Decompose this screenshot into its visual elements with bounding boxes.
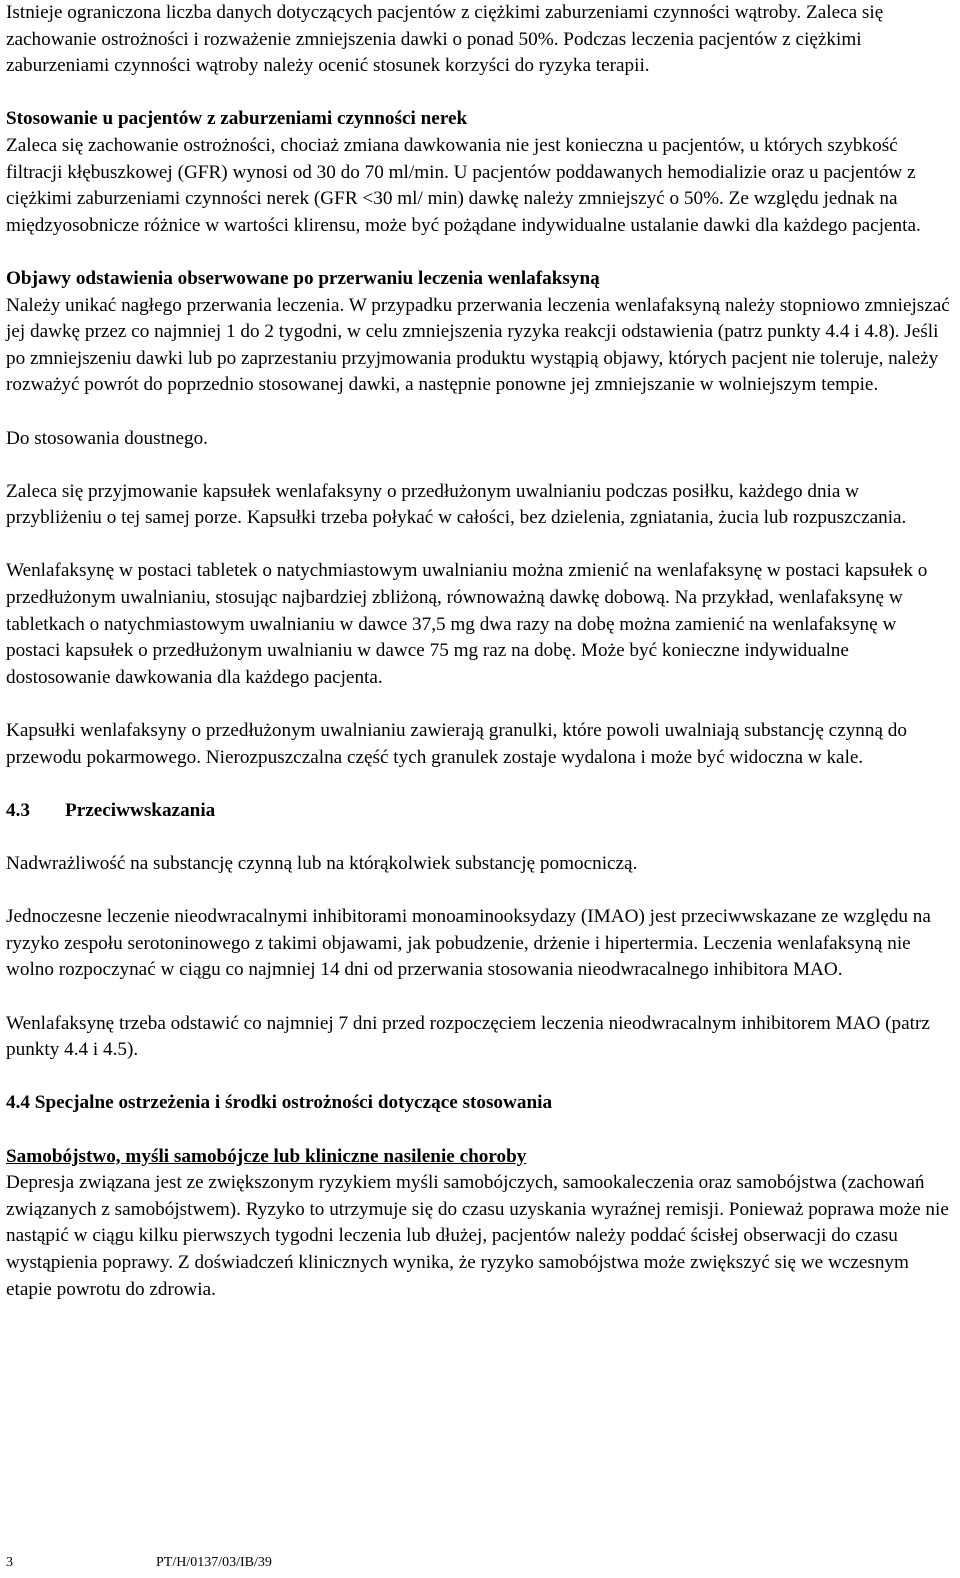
section-withdrawal-symptoms xyxy=(6,266,954,399)
section-renal-impairment xyxy=(6,106,954,239)
page-number: 3 xyxy=(6,1555,13,1570)
paragraph-switching-formulation: Wenlafaksynę w postaci tabletek o natychmiastowym uwalnianiu można zmienić na wenlafaksynę w postaci kapsułek o przedłużonym uwalnianiu, stosując najbardziej zbliżoną, równoważną dawkę dobową. Na przykład, wenlafaksynę w tabletkach o natychmiastowym uwalnianiu w dawce 37,5 mg dwa razy na dobę można zamienić na wenlafaksynę w postaci kapsułek o przedłużonym uwalnianiu w dawce 75 mg raz na dobę. Może być konieczne indywidualne dostosowanie dawkowania dla każdego pacjenta. xyxy=(6,560,928,688)
paragraph-liver-impairment: Istnieje ograniczona liczba danych dotyczących pacjentów z ciężkimi zaburzeniami czynności wątroby. Zaleca się zachowanie ostrożności i rozważenie zmniejszenia dawki o ponad 50%. Podczas leczenia pacjentów z ciężkimi zaburzeniami czynności wątroby należy ocenić stosunek korzyści do ryzyka terapii. xyxy=(6,2,884,77)
paragraph-suicidality: Depresja związana jest ze zwiększonym ryzykiem myśli samobójczych, samookaleczenia oraz samobójstwa (zachowań związanych z samobójstwem). Ryzyko to utrzymuje się do czasu uzyskania wyraźnej remisji. Ponieważ poprawa może nie nastąpić w ciągu kilku pierwszych tygodni leczenia lub dłużej, pacjentów należy poddać ścisłej obserwacji do czasu wystąpienia poprawy. Z doświadczeń klinicznych wynika, że ryzyko samobójstwa może zwiększyć się we wczesnym etapie powrotu do zdrowia. xyxy=(6,1172,949,1300)
paragraph-intake-with-meal: Zaleca się przyjmowanie kapsułek wenlafaksyny o przedłużonym uwalnianiu podczas posiłku, każdego dnia w przybliżeniu o tej samej porze. Kapsułki trzeba połykać w całości, bez dzielenia, zgniatania, żucia lub rozpuszczania. xyxy=(6,480,907,529)
document-id: PT/H/0137/03/IB/39 xyxy=(156,1555,272,1570)
subheading-suicidality: Samobójstwo, myśli samobójcze lub kliniczne nasilenie choroby xyxy=(6,1145,527,1167)
paragraph-granules: Kapsułki wenlafaksyny o przedłużonym uwalnianiu zawierają granulki, które powoli uwalniają substancję czynną do przewodu pokarmowego. Nierozpuszczalna część tych granulek zostaje wydalona i może być widoczna w kale. xyxy=(6,720,907,768)
paragraph-maoi-discontinuation: Wenlafaksynę trzeba odstawić co najmniej 7 dni przed rozpoczęciem leczenia nieodwracalnym inhibitorem MAO (patrz punkty 4.4 i 4.5). xyxy=(6,1012,930,1061)
paragraph-maoi-contraindication: Jednoczesne leczenie nieodwracalnymi inhibitorami monoaminooksydazy (IMAO) jest przeciwwskazane ze względu na ryzyko zespołu serotoninowego z takimi objawami, jak pobudzenie, drżenie i hipertermia. Leczenia wenlafaksyną nie wolno rozpoczynać w ciągu co najmniej 14 dni od przerwania stosowania nieodwracalnego inhibitora MAO. xyxy=(6,906,931,981)
section-number: 4.4 xyxy=(6,1092,30,1114)
page-footer xyxy=(0,1551,960,1578)
subheading-renal-impairment: Stosowanie u pacjentów z zaburzeniami czynności nerek xyxy=(6,108,468,130)
paragraph-oral-use: Do stosowania doustnego. xyxy=(6,427,208,449)
section-title: Przeciwwskazania xyxy=(65,799,216,821)
section-suicidality xyxy=(6,1144,954,1304)
document-body xyxy=(6,0,954,1303)
paragraph-hypersensitivity: Nadwrażliwość na substancję czynną lub na którąkolwiek substancję pomocniczą. xyxy=(6,853,638,874)
subheading-withdrawal-symptoms: Objawy odstawienia obserwowane po przerwaniu leczenia wenlafaksyną xyxy=(6,267,600,289)
paragraph-renal-impairment: Zaleca się zachowanie ostrożności, chociaż zmiana dawkowania nie jest konieczna u pacjentów, u których szybkość filtracji kłębuszkowej (GFR) wynosi od 30 do 70 ml/min. U pacjentów poddawanych hemodializie oraz u pacjentów z ciężkimi zaburzeniami czynności nerek (GFR <30 ml/ min) dawkę należy zmniejszyć o 50%. Ze względu jednak na międzyosobnicze różnice w wartości klirensu, może być pożądane indywidualne ustalanie dawki dla każdego pacjenta. xyxy=(6,134,921,236)
section-heading-warnings xyxy=(6,1090,954,1117)
section-heading-contraindications xyxy=(6,798,954,825)
section-title: Specjalne ostrzeżenia i środki ostrożności dotyczące stosowania xyxy=(34,1092,553,1114)
section-number: 4.3 xyxy=(6,799,30,821)
paragraph-withdrawal-symptoms: Należy unikać nagłego przerwania leczenia. W przypadku przerwania leczenia wenlafaksyną należy stopniowo zmniejszać jej dawkę przez co najmniej 1 do 2 tygodni, w celu zmniejszenia ryzyka reakcji odstawienia (patrz punkty 4.4 i 4.8). Jeśli po zmniejszeniu dawki lub po zaprzestaniu przyjmowania produktu wystąpią objawy, których pacjent nie toleruje, należy rozważyć powrót do poprzednio stosowanej dawki, a następnie ponowne jej zmniejszanie w wolniejszym tempie. xyxy=(6,294,950,396)
